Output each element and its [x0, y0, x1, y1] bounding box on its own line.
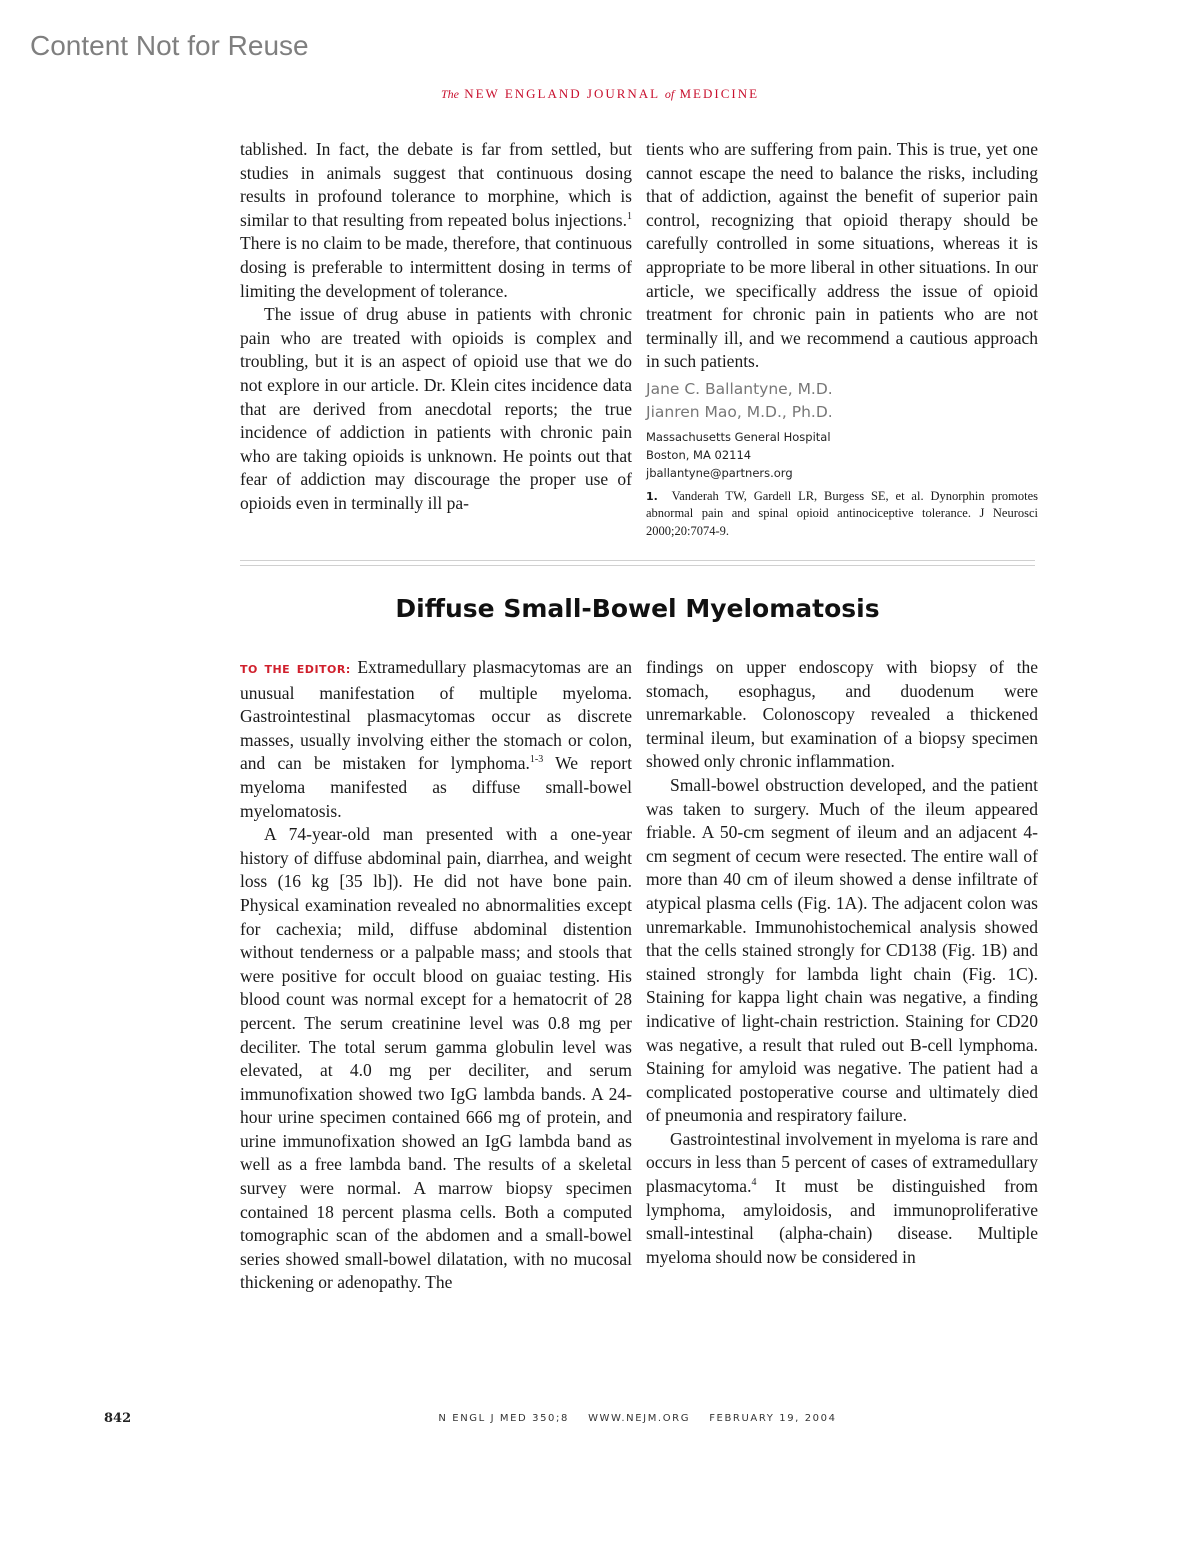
to-the-editor-label: TO THE EDITOR:: [240, 663, 351, 676]
author-2: Jianren Mao, M.D., Ph.D.: [646, 402, 833, 421]
reply-left-paragraph-2: The issue of drug abuse in patients with chronic pain who are treated with opioids is complex and troubling, but it is an aspect of opioid use that we do not explore in our article. Dr. Klein cites incidence data that are derived from anecdotal reports; the true incidence of addiction in patients with chronic pain who are taking opioids is unknown. He points out that fear of addiction may discourage the proper use of opioids even in terminally ill pa-: [240, 304, 632, 513]
article-left-column: [240, 656, 632, 1295]
article-right-paragraph-1: findings on upper endoscopy with biopsy of the stomach, esophagus, and duodenum were unremarkable. Colonoscopy revealed a thickened terminal ileum, but examination of a biopsy specimen showed only chronic inflammation.: [646, 657, 1038, 772]
journal-name-1: NEW ENGLAND JOURNAL: [464, 86, 660, 101]
journal-the: The: [440, 87, 459, 101]
article-right-column: [646, 656, 1038, 1269]
article-left-p1-text: Extramedullary plasmacytomas are an unusual manifestation of multiple myeloma. Gastrointestinal plasmacytomas occur as discrete masses, usually involving either the stomach or colon, and can be mistaken for lymphoma.: [240, 657, 632, 774]
article-left-p1-end: We report myeloma manifested as diffuse small-bowel myelomatosis.: [240, 753, 632, 821]
journal-header: [0, 86, 1200, 102]
signature-block: [646, 378, 1038, 424]
article-right-paragraph-2: Small-bowel obstruction developed, and the patient was taken to surgery. Much of the ileum appeared friable. A 50-cm segment of ileum and an adjacent 4-cm segment of cecum were resected. The entire wall of more than 40 cm of ileum showed a dense infiltrate of atypical plasma cells (Fig. 1A). The adjacent colon was unremarkable. Immunohistochemical analysis showed that the cells stained strongly for CD138 (Fig. 1B) and stained strongly for lambda light chain (Fig. 1C). Staining for kappa light chain was negative, a finding indicative of light-chain restriction. Staining for CD20 was negative, a result that ruled out B-cell lymphoma. Staining for amyloid was negative. The patient had a complicated postoperative course and ultimately died of pneumonia and respiratory failure.: [646, 774, 1038, 1126]
page-number: 842: [104, 1411, 132, 1426]
affiliation-institution: Massachusetts General Hospital: [646, 429, 831, 444]
reference-text: Vanderah TW, Gardell LR, Burgess SE, et al. Dynorphin promotes abnormal pain and spinal opioid antinociceptive tolerance. J Neurosci 2000;20:7074-9.: [646, 488, 1039, 538]
author-email: jballantyne@partners.org: [646, 465, 793, 480]
article-right-p3-end: It must be distinguished from lymphoma, amyloidosis, and immunoproliferative small-intestinal (alpha-chain) disease. Multiple myeloma should now be considered in: [646, 1176, 1038, 1267]
reply-left-p1-end: There is no claim to be made, therefore, that continuous dosing is preferable to intermittent dosing in terms of limiting the development of tolerance.: [240, 233, 632, 301]
journal-of: of: [664, 87, 675, 101]
watermark: Content Not for Reuse: [30, 30, 309, 61]
affiliation-city: Boston, MA 02114: [646, 447, 752, 462]
reply-right-column: [646, 138, 1038, 540]
article-right-paragraph-3: [646, 1128, 1038, 1270]
reply-left-column: [240, 138, 632, 516]
affiliation: [646, 428, 1038, 482]
reference-number: 1.: [646, 489, 658, 503]
article-title: Diffuse Small-Bowel Myelomatosis: [395, 594, 880, 623]
article-left-paragraph-1: [240, 656, 632, 823]
journal-name-2: MEDICINE: [679, 86, 760, 101]
reply-left-paragraph-1: [240, 138, 632, 303]
citation-sup: 1: [627, 210, 632, 222]
footer-citation: N ENGL J MED 350;8 WWW.NEJM.ORG FEBRUARY 19, 2004: [438, 1413, 837, 1424]
citation-sup: 1-3: [529, 754, 544, 766]
reply-left-p1-text: tablished. In fact, the debate is far from settled, but studies in animals suggest that continuous dosing results in profound tolerance to morphine, which is similar to that resulting from repeated bolus injections.: [240, 139, 632, 230]
reference-1: [646, 488, 1038, 541]
article-left-paragraph-2: A 74-year-old man presented with a one-year history of diffuse abdominal pain, diarrhea, and weight loss (16 kg [35 lb]). He did not have bone pain. Physical examination revealed no abnormalities except for cachexia; mild, diffuse abdominal distention without tenderness or a palpable mass; and stools that were positive for occult blood on guaiac testing. His blood count was normal except for a hematocrit of 28 percent. The serum creatinine level was 0.8 mg per deciliter. The total serum gamma globulin level was elevated, at 4.0 mg per deciliter, and serum immunofixation showed two IgG lambda bands. A 24-hour urine specimen contained 666 mg of protein, and urine immunofixation showed an IgG lambda band as well as a free lambda band. The results of a skeletal survey were normal. A marrow biopsy specimen contained 18 percent plasma cells. Both a computed tomographic scan of the abdomen and a small-bowel series showed small-bowel dilatation, with no mucosal thickening or adenopathy. The: [240, 824, 632, 1293]
citation-sup: 4: [751, 1177, 757, 1189]
section-divider-top: [240, 560, 1035, 561]
author-1: Jane C. Ballantyne, M.D.: [646, 379, 833, 398]
article-right-p3-text: Gastrointestinal involvement in myeloma is rare and occurs in less than 5 percent of cases of extramedullary plasmacytoma.: [646, 1128, 1038, 1197]
reply-right-paragraph-1: tients who are suffering from pain. This is true, yet one cannot escape the need to balance the risks, including that of addiction, against the benefit of superior pain control, recognizing that opioid therapy should be carefully controlled in some situations, whereas it is appropriate to be more liberal in other situations. In our article, we specifically address the issue of opioid treatment for chronic pain in patients who are not terminally ill, and we recommend a cautious approach in such patients.: [646, 139, 1038, 372]
section-divider-bottom: [240, 565, 1035, 566]
